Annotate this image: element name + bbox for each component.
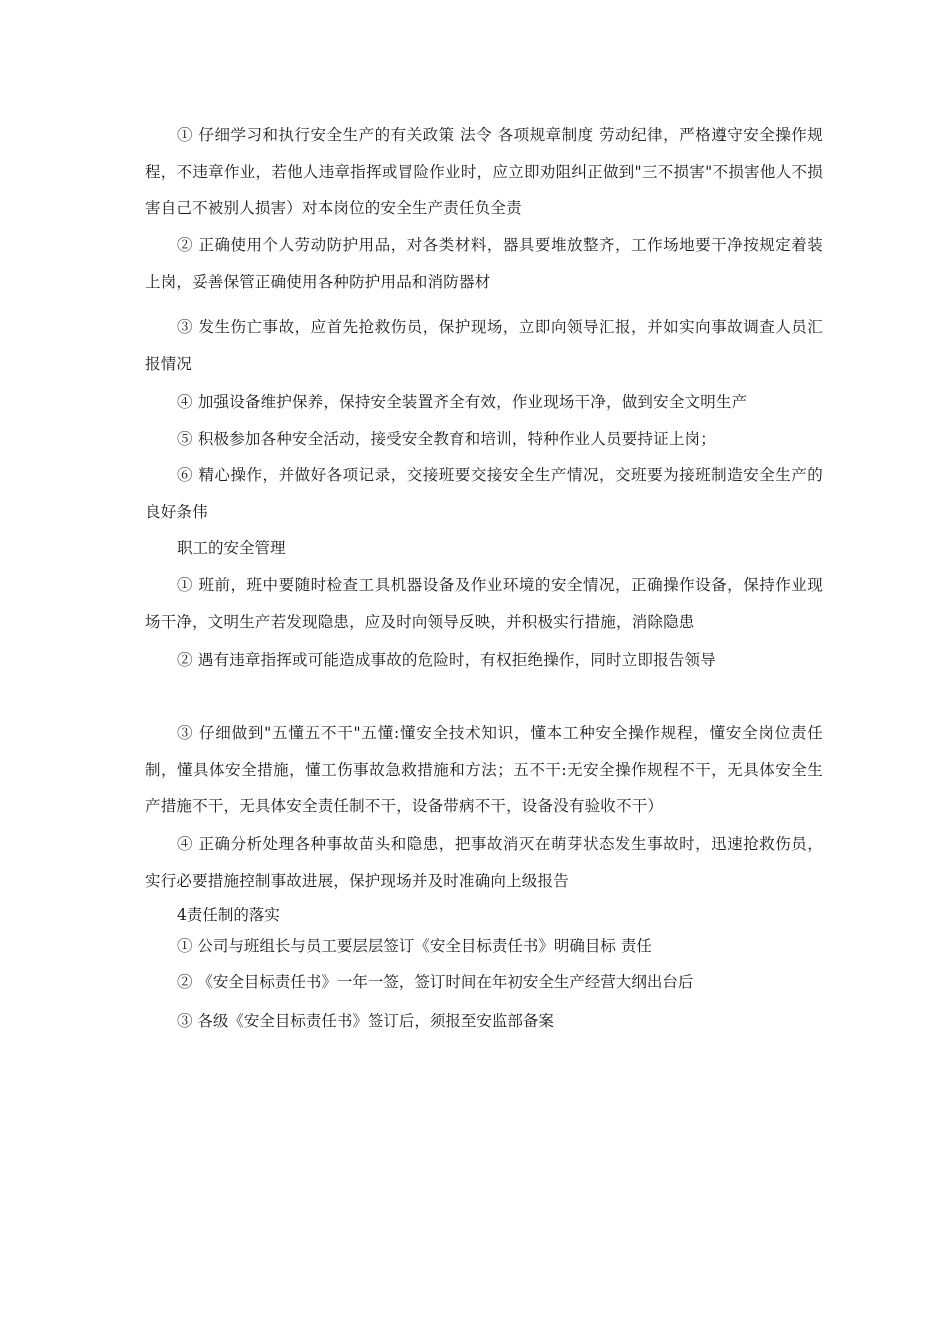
list-item-c2: ② 《安全目标责任书》一年一签，签订时间在年初安全生产经营大纲出台后 [177, 973, 694, 991]
paragraph-a5: ⑤ 积极参加各种安全活动，接受安全教育和培训，特种作业人员要持证上岗； [177, 430, 716, 448]
paragraph-a6: ⑥ 精心操作，并做好各项记录，交接班要交接安全生产情况，交班要为接班制造安全生产的良好条伟 [145, 466, 823, 521]
paragraph-a3: ③ 发生伤亡事故，应首先抢救伤员，保护现场，立即向领导汇报，并如实向事故调查人员汇报情况 [145, 318, 823, 373]
list-item-c1: ① 公司与班组长与员工要层层签订《安全目标责任书》明确目标 责任 [177, 937, 652, 955]
list-item-c3: ③ 各级《安全目标责任书》签订后，须报至安监部备案 [177, 1012, 554, 1030]
paragraph-a4: ④ 加强设备维护保养，保持安全装置齐全有效，作业现场干净，做到安全文明生产 [177, 393, 748, 411]
paragraph-b2: ② 遇有违章指挥或可能造成事故的危险时，有权拒绝操作，同时立即报告领导 [177, 651, 716, 669]
paragraph-a1: ① 仔细学习和执行安全生产的有关政策 法令 各项规章制度 劳动纪律，严格遵守安全操作规程，不违章作业，若他人违章指挥或冒险作业时，应立即劝阻纠正做到"三不损害"不损害他人不损害自己不被别人损害）对本岗位的安全生产责任负全责 [145, 126, 823, 217]
section-heading-responsibility: 4责任制的落实 [177, 906, 280, 924]
section-heading-staff-safety: 职工的安全管理 [177, 539, 286, 557]
paragraph-a2: ② 正确使用个人劳动防护用品，对各类材料，器具要堆放整齐，工作场地要干净按规定着装上岗，妥善保管正确使用各种防护用品和消防器材 [145, 236, 823, 291]
paragraph-b1: ① 班前，班中要随时检查工具机器设备及作业环境的安全情况，正确操作设备，保持作业现场干净，文明生产若发现隐患，应及时向领导反映，并积极实行措施，消除隐患 [145, 576, 823, 631]
paragraph-b4: ④ 正确分析处理各种事故苗头和隐患，把事故消灭在萌芽状态发生事故时，迅速抢救伤员，实行必要措施控制事故进展，保护现场并及时准确向上级报告 [145, 835, 823, 890]
paragraph-b3: ③ 仔细做到"五懂五不干"五懂:懂安全技术知识，懂本工种安全操作规程，懂安全岗位责任制，懂具体安全措施，懂工伤事故急救措施和方法；五不干:无安全操作规程不干，无具体安全生产措施不干，无具体安全责任制不干，设备带病不干，设备没有验收不干） [145, 724, 823, 815]
